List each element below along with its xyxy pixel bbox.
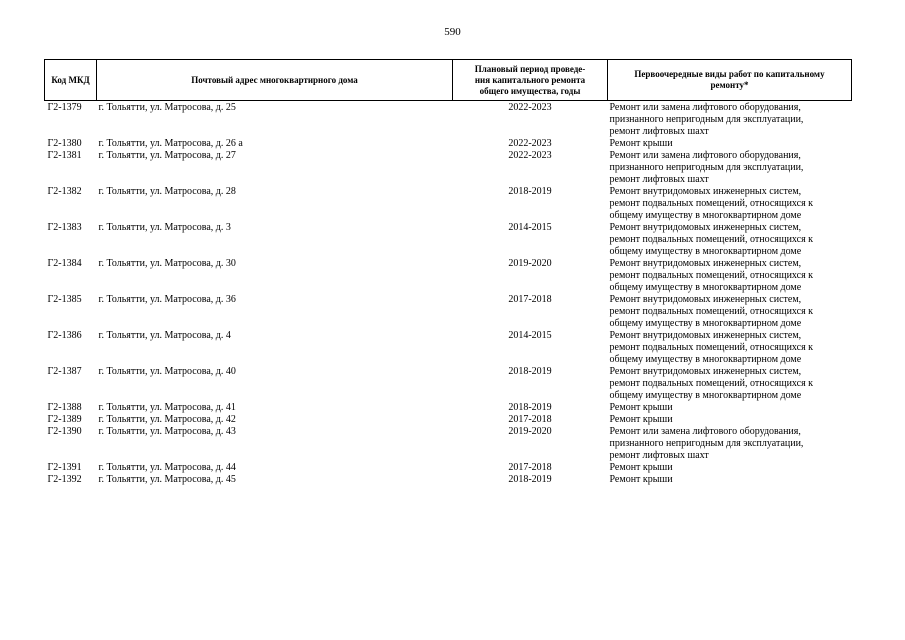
cell-period: 2022-2023 [508, 102, 552, 113]
table-row [45, 426, 852, 462]
cell-works [608, 101, 852, 139]
cell-works [608, 138, 852, 150]
cell-code: Г2-1389 [47, 414, 82, 425]
cell-code: Г2-1384 [47, 258, 82, 269]
table-row [45, 330, 852, 366]
cell-address: г. Тольятти, ул. Матросова, д. 3 [98, 222, 231, 233]
cell-period: 2014-2015 [508, 330, 552, 341]
housing-register-table [44, 59, 852, 486]
works-line: Ремонт внутридомовых инженерных систем, [609, 258, 802, 269]
header-period-line: общего имущества, годы [479, 85, 581, 96]
works-line: Ремонт крыши [609, 414, 673, 425]
cell-code: Г2-1387 [47, 366, 82, 377]
works-line: ремонт лифтовых шахт [609, 126, 709, 137]
works-line: признанного непригодным для эксплуатации, [609, 162, 804, 173]
cell-code: Г2-1391 [47, 462, 82, 473]
header-works-line: Первоочередные виды работ по капитальному [634, 69, 825, 79]
cell-works [608, 294, 852, 330]
works-line: ремонт подвальных помещений, относящихся к [609, 306, 814, 317]
header-works [608, 60, 852, 101]
cell-address: г. Тольятти, ул. Матросова, д. 45 [98, 474, 236, 485]
table-row [45, 186, 852, 222]
works-line: общему имуществу в многоквартирном доме [609, 390, 802, 401]
cell-works [608, 330, 852, 366]
table-row [45, 138, 852, 150]
works-line: Ремонт крыши [609, 462, 673, 473]
works-line: ремонт лифтовых шахт [609, 174, 709, 185]
header-address: Почтовый адрес многоквартирного дома [97, 60, 453, 101]
works-line: Ремонт крыши [609, 402, 673, 413]
works-line: Ремонт внутридомовых инженерных систем, [609, 366, 802, 377]
cell-address: г. Тольятти, ул. Матросова, д. 43 [98, 426, 236, 437]
cell-works [608, 474, 852, 486]
cell-period: 2017-2018 [508, 462, 552, 473]
header-period-line: ния капитального ремонта [474, 74, 586, 85]
cell-code: Г2-1379 [47, 102, 82, 113]
works-line: Ремонт внутридомовых инженерных систем, [609, 222, 802, 233]
works-line: общему имуществу в многоквартирном доме [609, 318, 802, 329]
works-line: ремонт лифтовых шахт [609, 450, 709, 461]
table-row [45, 101, 852, 139]
table-row [45, 474, 852, 486]
works-line: Ремонт крыши [609, 474, 673, 485]
cell-works [608, 366, 852, 402]
cell-works [608, 186, 852, 222]
cell-period: 2018-2019 [508, 402, 552, 413]
table-header-row [45, 60, 852, 101]
cell-address: г. Тольятти, ул. Матросова, д. 30 [98, 258, 236, 269]
table-row [45, 462, 852, 474]
cell-works [608, 426, 852, 462]
cell-address: г. Тольятти, ул. Матросова, д. 36 [98, 294, 236, 305]
works-line: ремонт подвальных помещений, относящихся к [609, 378, 814, 389]
works-line: Ремонт или замена лифтового оборудования, [609, 426, 801, 437]
works-line: признанного непригодным для эксплуатации, [609, 438, 804, 449]
works-line: общему имуществу в многоквартирном доме [609, 354, 802, 365]
works-line: общему имуществу в многоквартирном доме [609, 210, 802, 221]
cell-works [608, 150, 852, 186]
cell-address: г. Тольятти, ул. Матросова, д. 4 [98, 330, 231, 341]
table-row [45, 402, 852, 414]
cell-code: Г2-1388 [47, 402, 82, 413]
cell-period: 2018-2019 [508, 186, 552, 197]
works-line: общему имуществу в многоквартирном доме [609, 282, 802, 293]
cell-works [608, 414, 852, 426]
works-line: ремонт подвальных помещений, относящихся к [609, 198, 814, 209]
cell-period: 2018-2019 [508, 474, 552, 485]
works-line: Ремонт крыши [609, 138, 673, 149]
cell-period: 2018-2019 [508, 366, 552, 377]
cell-address: г. Тольятти, ул. Матросова, д. 27 [98, 150, 236, 161]
cell-code: Г2-1380 [47, 138, 82, 149]
cell-period: 2014-2015 [508, 222, 552, 233]
cell-works [608, 402, 852, 414]
cell-period: 2019-2020 [508, 426, 552, 437]
cell-address: г. Тольятти, ул. Матросова, д. 44 [98, 462, 236, 473]
works-line: общему имуществу в многоквартирном доме [609, 246, 802, 257]
cell-code: Г2-1386 [47, 330, 82, 341]
cell-address: г. Тольятти, ул. Матросова, д. 26 а [98, 138, 243, 149]
cell-code: Г2-1381 [47, 150, 82, 161]
cell-code: Г2-1390 [47, 426, 82, 437]
cell-period: 2022-2023 [508, 138, 552, 149]
table-row [45, 150, 852, 186]
cell-code: Г2-1383 [47, 222, 82, 233]
works-line: ремонт подвальных помещений, относящихся к [609, 234, 814, 245]
header-period [453, 60, 608, 101]
cell-period: 2017-2018 [508, 414, 552, 425]
cell-period: 2022-2023 [508, 150, 552, 161]
cell-address: г. Тольятти, ул. Матросова, д. 28 [98, 186, 236, 197]
works-line: Ремонт внутридомовых инженерных систем, [609, 330, 802, 341]
header-code: Код МКД [45, 60, 97, 101]
cell-code: Г2-1392 [47, 474, 82, 485]
cell-address: г. Тольятти, ул. Матросова, д. 40 [98, 366, 236, 377]
cell-address: г. Тольятти, ул. Матросова, д. 41 [98, 402, 236, 413]
works-line: признанного непригодным для эксплуатации, [609, 114, 804, 125]
cell-code: Г2-1385 [47, 294, 82, 305]
cell-works [608, 222, 852, 258]
page-number: 590 [444, 26, 461, 38]
works-line: ремонт подвальных помещений, относящихся к [609, 270, 814, 281]
works-line: Ремонт или замена лифтового оборудования, [609, 102, 801, 113]
works-line: ремонт подвальных помещений, относящихся к [609, 342, 814, 353]
cell-works [608, 258, 852, 294]
table-row [45, 414, 852, 426]
cell-period: 2019-2020 [508, 258, 552, 269]
cell-code: Г2-1382 [47, 186, 82, 197]
table-row [45, 294, 852, 330]
works-line: Ремонт внутридомовых инженерных систем, [609, 186, 802, 197]
cell-address: г. Тольятти, ул. Матросова, д. 42 [98, 414, 236, 425]
header-works-line: ремонту* [710, 80, 749, 90]
table-row [45, 222, 852, 258]
table-row [45, 258, 852, 294]
cell-address: г. Тольятти, ул. Матросова, д. 25 [98, 102, 236, 113]
works-line: Ремонт внутридомовых инженерных систем, [609, 294, 802, 305]
works-line: Ремонт или замена лифтового оборудования, [609, 150, 801, 161]
header-period-line: Плановый период проведе- [474, 63, 586, 74]
table-body [45, 101, 852, 487]
table-row [45, 366, 852, 402]
cell-works [608, 462, 852, 474]
cell-period: 2017-2018 [508, 294, 552, 305]
